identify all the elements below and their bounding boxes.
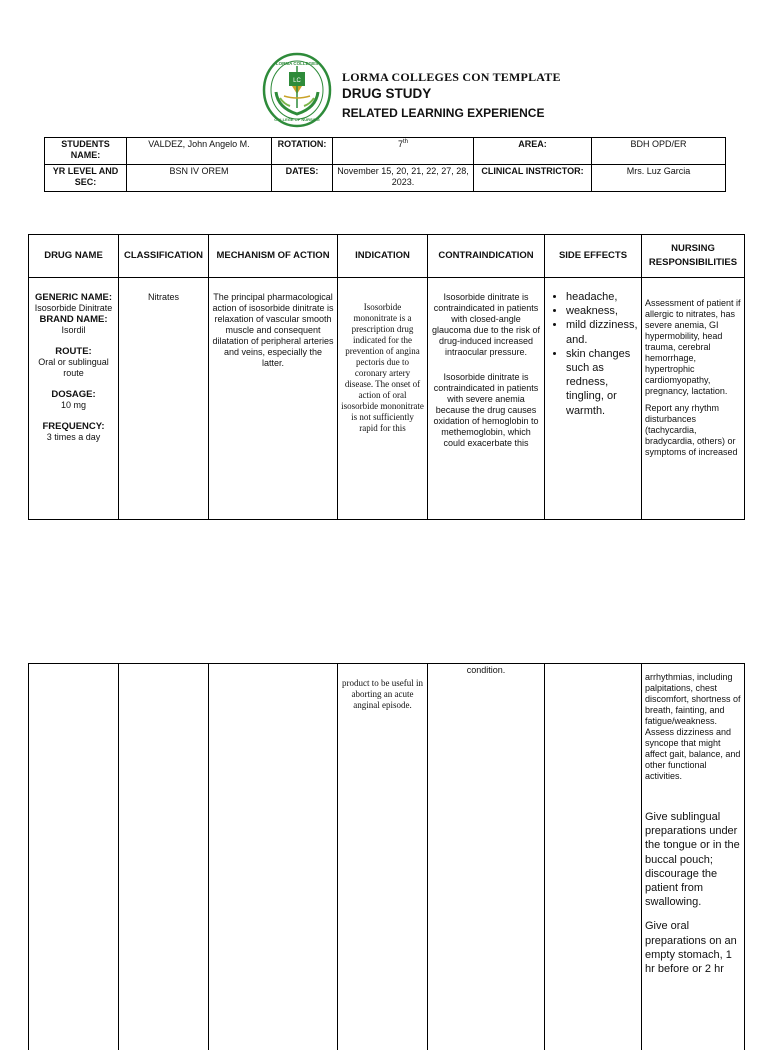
student-name-value: VALDEZ, John Angelo M. <box>127 138 272 165</box>
route-label: ROUTE: <box>32 346 115 357</box>
side-effect-item: • mild dizziness, and. <box>566 318 638 346</box>
mechanism-cell-continued <box>209 664 338 1050</box>
brand-name-label: BRAND NAME: <box>32 314 115 325</box>
rotation-number: 7 <box>398 139 403 149</box>
side-effects-cell-continued <box>545 664 642 1050</box>
side-effect-item: • weakness, <box>566 304 638 318</box>
generic-name-label: GENERIC NAME: <box>32 292 115 303</box>
clinical-instructor-label: CLINICAL INSTRICTOR: <box>474 165 592 192</box>
brand-name-value: Isordil <box>32 325 115 336</box>
area-label: AREA: <box>474 138 592 165</box>
dates-label: DATES: <box>272 165 333 192</box>
header-contraindication: CONTRAINDICATION <box>428 235 545 278</box>
lorma-colleges-logo <box>262 52 332 128</box>
dosage-label: DOSAGE: <box>32 389 115 400</box>
dates-value: November 15, 20, 21, 22, 27, 28, 2023. <box>333 165 474 192</box>
frequency-value: 3 times a day <box>32 432 115 443</box>
header-classification: CLASSIFICATION <box>119 235 209 278</box>
contraindication-text-2: Isosorbide dinitrate is contraindicated in patients with severe anemia because the drug causes oxidation of hemoglobin to methemoglobin, which could exacerbate this <box>431 372 541 449</box>
yr-level-label: YR LEVEL AND SEC: <box>45 165 127 192</box>
logo-bottom-text: COLLEGE OF NURSING <box>274 117 320 122</box>
contraindication-text-1: Isosorbide dinitrate is contraindicated in patients with closed-angle glaucoma due to the risk of drug-induced increased intraocular pressure. <box>431 292 541 358</box>
nursing-text-4: Give sublingual preparations under the tongue or in the buccal pouch; discourage the patient from swallowing. <box>645 810 741 909</box>
rotation-label: ROTATION: <box>272 138 333 165</box>
nursing-text-2: Report any rhythm disturbances (tachycardia, bradycardia, others) or symptoms of increased <box>645 403 741 458</box>
header-side-effects: SIDE EFFECTS <box>545 235 642 278</box>
route-value: Oral or sublingual route <box>32 357 115 379</box>
rotation-value <box>333 138 474 165</box>
logo-top-text: LORMA COLLEGES <box>276 61 318 66</box>
frequency-label: FREQUENCY: <box>32 421 115 432</box>
indication-cell-continued: product to be useful in aborting an acute anginal episode. <box>338 664 428 1050</box>
student-name-label: STUDENTS NAME: <box>45 138 127 165</box>
student-info-table <box>44 137 726 192</box>
rotation-suffix: th <box>403 139 408 145</box>
nursing-responsibilities-cell-continued <box>642 664 745 1050</box>
drug-name-cell-continued <box>29 664 119 1050</box>
document-title: DRUG STUDY <box>342 86 431 101</box>
contraindication-cell <box>428 278 545 520</box>
side-effect-item: • skin changes such as redness, tingling, or warmth. <box>566 347 638 418</box>
yr-level-value: BSN IV OREM <box>127 165 272 192</box>
document-subtitle: RELATED LEARNING EXPERIENCE <box>342 106 544 120</box>
classification-cell: Nitrates <box>119 278 209 520</box>
header-drug-name: DRUG NAME <box>29 235 119 278</box>
side-effect-item: • headache, <box>566 290 638 304</box>
side-effects-list <box>548 290 638 418</box>
area-value: BDH OPD/ER <box>592 138 726 165</box>
drug-study-table-continued <box>28 663 745 1050</box>
logo-center-text: LC <box>293 78 301 84</box>
nursing-text-5: Give oral preparations on an empty stomach, 1 hr before or 2 hr <box>645 919 741 976</box>
generic-name-value: Isosorbide Dinitrate <box>32 303 115 314</box>
school-template-title: LORMA COLLEGES CON TEMPLATE <box>342 70 561 85</box>
nursing-text-1: Assessment of patient if allergic to nitrates, has severe anemia, GI hypermobility, head trauma, cerebral hemorrhage, hypertrophic cardiomyopathy, pregnancy, lactation. <box>645 298 741 397</box>
drug-study-table <box>28 234 745 520</box>
header-mechanism: MECHANISM OF ACTION <box>209 235 338 278</box>
nursing-responsibilities-cell <box>642 278 745 520</box>
side-effects-cell <box>545 278 642 520</box>
mechanism-cell: The principal pharmacological action of isosorbide dinitrate is relaxation of vascular smooth muscle and consequent dilatation of peripheral arteries and veins, especially the latter. <box>209 278 338 520</box>
contraindication-cell-continued: condition. <box>428 664 545 1050</box>
dosage-value: 10 mg <box>32 400 115 411</box>
clinical-instructor-value: Mrs. Luz Garcia <box>592 165 726 192</box>
classification-cell-continued <box>119 664 209 1050</box>
header-nursing-responsibilities: NURSING RESPONSIBILITIES <box>642 235 745 278</box>
drug-name-cell <box>29 278 119 520</box>
header-indication: INDICATION <box>338 235 428 278</box>
indication-cell: Isosorbide mononitrate is a prescription drug indicated for the prevention of angina pectoris due to coronary artery disease. The onset of action of oral isosorbide mononitrate is not sufficiently rapid for this <box>338 278 428 520</box>
nursing-text-3: arrhythmias, including palpitations, chest discomfort, shortness of breath, fainting, and fatigue/weakness. Assess dizziness and syncope that might affect gait, balance, and other functional activities. <box>645 672 741 782</box>
